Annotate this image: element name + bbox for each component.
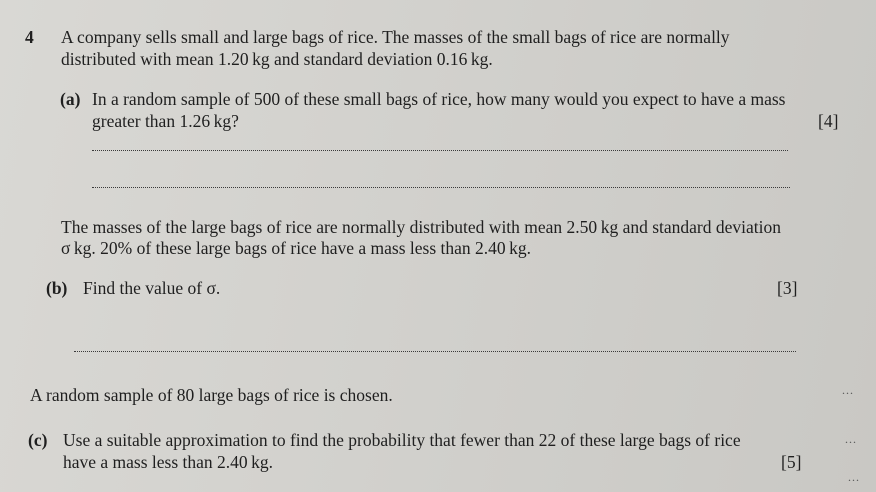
large-bags-line-2: σ kg. 20% of these large bags of rice have a mass less than 2.40 kg. [61,238,532,258]
part-a-line-1: In a random sample of 500 of these small bags of rice, how many would you expect to have a mass [92,89,786,109]
part-a-line-2: greater than 1.26 kg? [92,111,239,131]
edge-dots-2: ... [845,432,857,446]
part-b-marks: [3] [777,278,798,298]
question-intro-line-2: distributed with mean 1.20 kg and standard deviation 0.16 kg. [61,49,493,69]
answer-line-b [74,351,796,352]
part-c-line-1: Use a suitable approximation to find the probability that fewer than 22 of these large bags of rice [63,430,741,450]
part-a-label: (a) [60,89,81,109]
edge-dots-1: ... [842,383,854,397]
large-bags-line-1: The masses of the large bags of rice are normally distributed with mean 2.50 kg and standard deviation [61,217,781,237]
part-b-line-1: Find the value of σ. [83,278,221,298]
part-c-line-2: have a mass less than 2.40 kg. [63,452,274,472]
answer-line-a-1 [92,150,788,151]
question-number: 4 [25,27,34,47]
answer-line-a-2 [92,187,790,188]
part-c-label: (c) [28,430,48,450]
edge-dots-3: ... [848,470,860,484]
part-b-label: (b) [46,278,68,298]
question-intro-line-1: A company sells small and large bags of rice. The masses of the small bags of rice are normally [61,27,730,47]
sample-line: A random sample of 80 large bags of rice is chosen. [30,385,393,405]
part-a-marks: [4] [818,111,839,131]
part-c-marks: [5] [781,452,802,472]
